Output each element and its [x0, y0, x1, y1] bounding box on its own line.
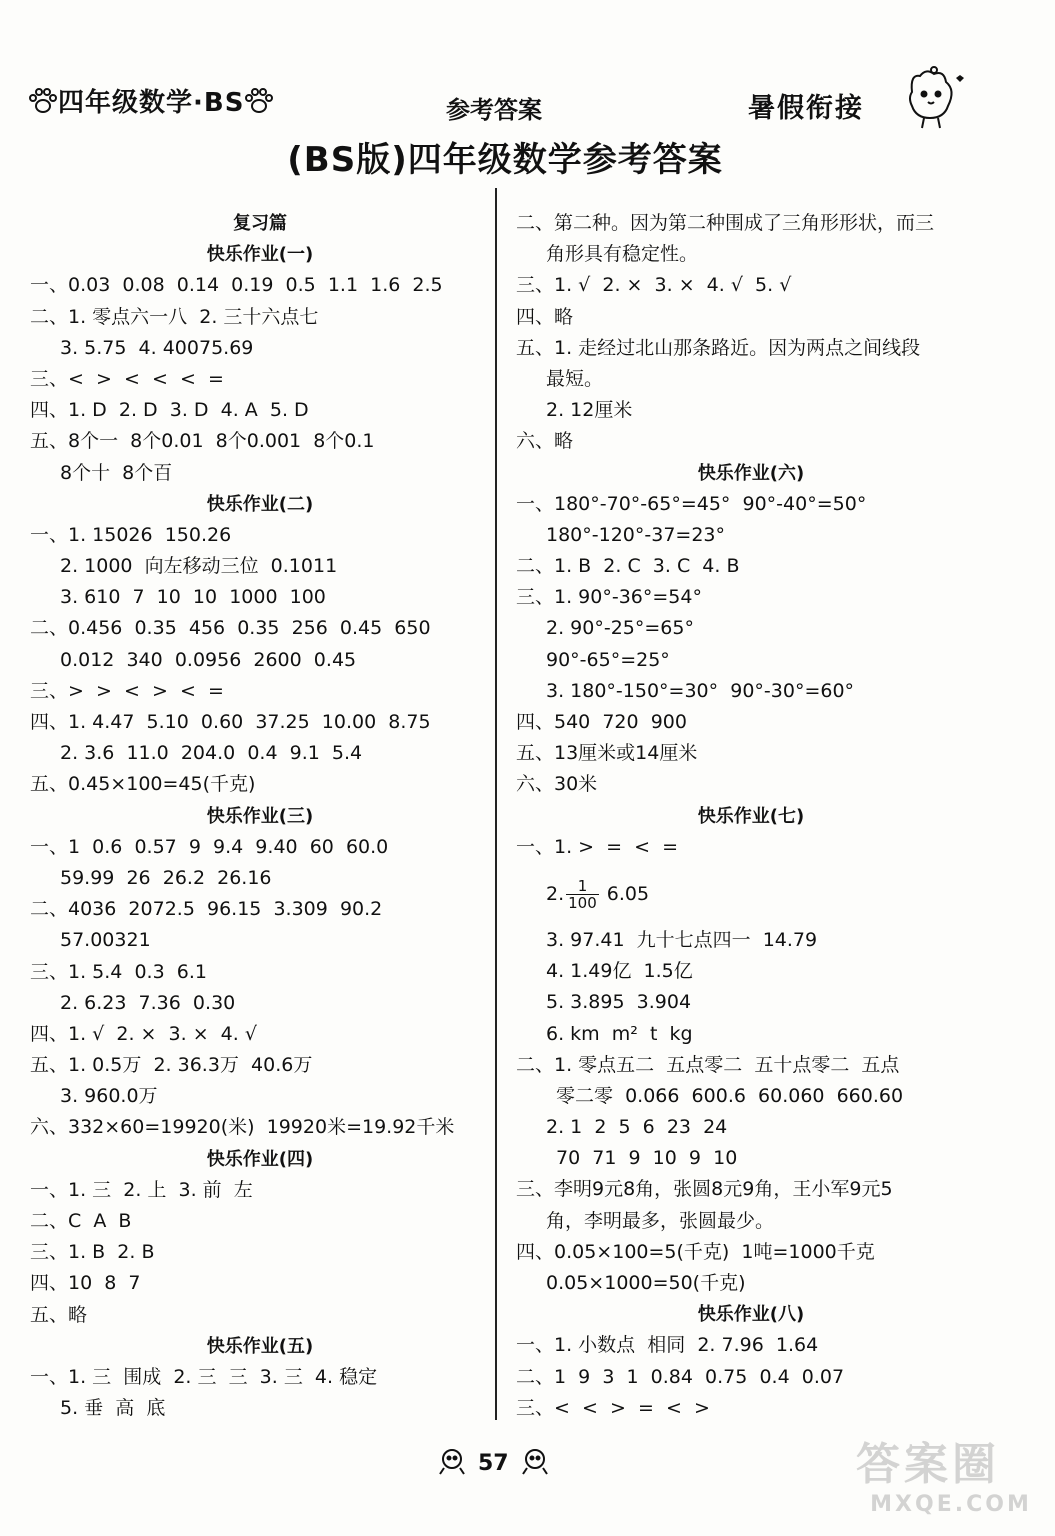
answer-line: 四、1. √ 2. × 3. × 4. √ [30, 1022, 257, 1045]
section-heading: 快乐作业(七) [697, 805, 805, 827]
main-title: (BS版)四年级数学参考答案 [287, 140, 723, 180]
answer-line: 3. 5.75 4. 40075.69 [60, 336, 254, 359]
answer-line: 三、1. 90°-36°=54° [516, 586, 702, 609]
section-heading: 复习篇 [233, 213, 287, 234]
answer-line: 二、1. 零点六一八 2. 三十六点七 [30, 305, 319, 328]
answer-line: 6. km m² t kg [546, 1022, 693, 1045]
answer-line: 四、1. 4.47 5.10 0.60 37.25 10.00 8.75 [30, 711, 431, 733]
answer-line: 2. 12厘米 [546, 399, 633, 422]
answer-line: 5. 垂 高 底 [60, 1397, 166, 1420]
section-heading: 快乐作业(五) [206, 1335, 314, 1357]
answer-line: 4. 1.49亿 1.5亿 [546, 960, 693, 983]
answer-line: 四、1. D 2. D 3. D 4. A 5. D [30, 399, 309, 422]
section-heading: 快乐作业(二) [206, 493, 314, 515]
answer-line: 三、李明9元8角，张圆8元9角，王小军9元5 [516, 1178, 893, 1201]
answer-line: 三、1. B 2. B [30, 1241, 155, 1264]
answer-line: 二、1. 零点五二 五点零二 五十点零二 五点 [516, 1053, 900, 1076]
section-heading: 快乐作业(三) [206, 805, 314, 827]
answer-line: 二、C A B [30, 1210, 132, 1232]
answer-line: 2. 6.23 7.36 0.30 [60, 991, 236, 1014]
answer-value: 6.05 [606, 882, 650, 905]
answer-line: 一、1. 小数点 相同 2. 7.96 1.64 [516, 1334, 819, 1357]
answer-line: 五、13厘米或14厘米 [516, 742, 698, 765]
answer-line: 一、0.03 0.08 0.14 0.19 0.5 1.1 1.6 2.5 [30, 274, 443, 297]
page-decoration-icon [519, 1446, 551, 1482]
answer-line: 3. 610 7 10 10 1000 100 [60, 586, 326, 609]
answer-line: 90°-65°=25° [546, 648, 670, 671]
answer-line: 一、180°-70°-65°=45° 90°-40°=50° [516, 492, 867, 515]
section-heading: 快乐作业(四) [206, 1148, 314, 1170]
paw-icon [28, 87, 58, 121]
answer-line [516, 863, 986, 925]
watermark-main: 答案圈 [856, 1439, 1000, 1490]
answer-line: 59.99 26 26.2 26.16 [60, 866, 272, 889]
answer-line: 2. 1 2 5 6 23 24 [546, 1116, 728, 1139]
answer-line: 57.00321 [60, 929, 151, 952]
cat-mascot-icon [900, 62, 970, 136]
answer-line: 角形具有稳定性。 [546, 243, 699, 266]
watermark [856, 1428, 1046, 1528]
answer-line: 三、< > < < < = [30, 367, 224, 390]
answer-line: 3. 180°-150°=30° 90°-30°=60° [546, 679, 855, 702]
answer-line: 二、0.456 0.35 456 0.35 256 0.45 650 [30, 617, 431, 640]
left-column [30, 208, 490, 1424]
header-left-title [28, 82, 274, 121]
answer-line: 二、1 9 3 1 0.84 0.75 0.4 0.07 [516, 1365, 845, 1388]
header-left-text: 四年级数学·BS [58, 88, 245, 118]
answer-label: 2. [546, 882, 565, 905]
watermark-sub: MXQE.COM [870, 1492, 1032, 1517]
answer-line: 2. 90°-25°=65° [546, 617, 694, 640]
answer-line: 三、1. √ 2. × 3. × 4. √ 5. √ [516, 274, 792, 297]
section-heading: 快乐作业(六) [697, 462, 805, 484]
section-heading: 快乐作业(八) [697, 1304, 805, 1326]
answer-line: 三、> > < > < = [30, 679, 224, 702]
header-right-title: 暑假衔接 [748, 93, 864, 124]
column-divider [495, 188, 497, 1420]
right-column [516, 208, 986, 1424]
answer-line: 一、1. 三 围成 2. 三 三 3. 三 4. 稳定 [30, 1365, 378, 1388]
answer-line: 3. 97.41 九十七点四一 14.79 [546, 928, 818, 951]
answer-line: 五、1. 0.5万 2. 36.3万 40.6万 [30, 1054, 313, 1077]
answer-line: 2. 1000 向左移动三位 0.1011 [60, 555, 338, 578]
fraction [566, 878, 599, 911]
answer-line: 8个十 8个百 [60, 461, 173, 484]
answer-line: 三、1. 5.4 0.3 6.1 [30, 960, 207, 983]
fraction-numerator: 1 [566, 878, 599, 895]
answer-line: 二、4036 2072.5 96.15 3.309 90.2 [30, 898, 383, 921]
answer-line: 六、略 [516, 430, 574, 453]
answer-line: 一、1. 15026 150.26 [30, 523, 232, 546]
page-decoration-icon [436, 1446, 468, 1482]
answer-line: 2. 3.6 11.0 204.0 0.4 9.1 5.4 [60, 742, 363, 765]
answer-line: 四、略 [516, 305, 574, 328]
answer-line: 四、540 720 900 [516, 711, 687, 733]
answer-line: 三、< < > = < > [516, 1396, 710, 1419]
answer-line: 四、10 8 7 [30, 1272, 141, 1295]
answer-line: 一、1 0.6 0.57 9 9.4 9.40 60 60.0 [30, 835, 389, 858]
answer-line: 5. 3.895 3.904 [546, 991, 692, 1014]
answer-line: 六、30米 [516, 773, 598, 796]
answer-line: 最短。 [546, 367, 604, 390]
section-heading: 快乐作业(一) [206, 244, 314, 266]
answer-line: 五、1. 走经过北山那条路近。因为两点之间线段 [516, 336, 921, 359]
answer-line: 一、1. 三 2. 上 3. 前 左 [30, 1178, 253, 1201]
answer-line: 角，李明最多，张圆最少。 [546, 1209, 775, 1232]
answer-line: 二、1. B 2. C 3. C 4. B [516, 555, 740, 578]
answer-line: 五、略 [30, 1303, 88, 1326]
paw-icon [244, 87, 274, 121]
answer-line: 五、8个一 8个0.01 8个0.001 8个0.1 [30, 430, 375, 453]
fraction-denominator: 100 [568, 893, 597, 912]
answer-line: 零二零 0.066 600.6 60.060 660.60 [556, 1084, 904, 1107]
page-number-text: 57 [478, 1451, 509, 1476]
page-number [436, 1446, 551, 1482]
answer-line: 五、0.45×100=45(千克) [30, 773, 256, 796]
answer-line: 六、332×60=19920(米) 19920米=19.92千米 [30, 1116, 455, 1139]
answer-line: 0.05×1000=50(千克) [546, 1272, 746, 1294]
answer-line: 0.012 340 0.0956 2600 0.45 [60, 648, 357, 671]
answer-line: 3. 960.0万 [60, 1085, 158, 1108]
answer-line: 一、1. > = < = [516, 835, 679, 858]
header-center-title: 参考答案 [446, 96, 542, 124]
answer-line: 二、第二种。因为第二种围成了三角形形状，而三 [516, 212, 935, 234]
answer-line: 180°-120°-37=23° [546, 523, 726, 546]
answer-line: 70 71 9 10 9 10 [556, 1147, 738, 1170]
answer-line: 四、0.05×100=5(千克) 1吨=1000千克 [516, 1240, 875, 1263]
